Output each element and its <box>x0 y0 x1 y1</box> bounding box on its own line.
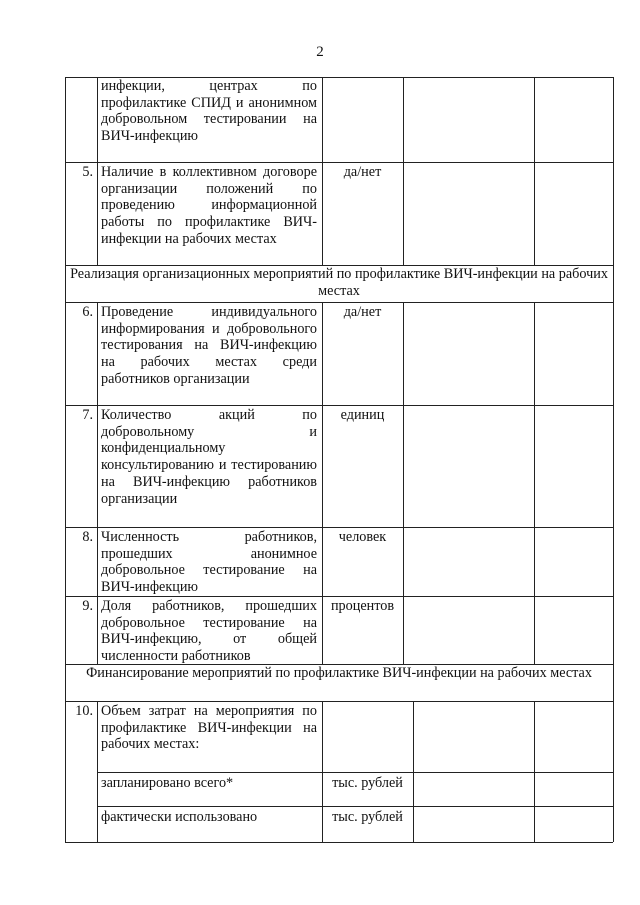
table-right-border <box>613 77 614 842</box>
unit-of-measure: тыс. рублей <box>332 775 403 791</box>
row-divider <box>97 806 613 807</box>
unit-of-measure: да/нет <box>343 164 382 180</box>
row-divider <box>65 527 613 528</box>
unit-of-measure: процентов <box>330 598 395 614</box>
column-divider <box>403 302 404 664</box>
row-divider <box>65 842 613 843</box>
row-divider <box>65 405 613 406</box>
row-number: 7. <box>82 407 93 423</box>
indicator-description: Проведение индивидуального информирования и добровольного тестирования на ВИЧ-инфекцию на рабочих местах среди работников организации <box>101 304 317 387</box>
column-divider <box>413 701 414 842</box>
column-divider <box>97 302 98 664</box>
row-number: 6. <box>82 304 93 320</box>
column-divider <box>97 77 98 265</box>
indicator-description: Наличие в коллективном договоре организации положений по проведению информационной работы по профилактике ВИЧ-инфекции на рабочих местах <box>101 164 317 247</box>
row-divider <box>97 772 613 773</box>
column-divider <box>534 701 535 842</box>
row-number: 8. <box>82 529 93 545</box>
indicator-description: инфекции, центрах по профилактике СПИД и анонимном добровольном тестировании на ВИЧ-инфекцию <box>101 78 317 145</box>
column-divider <box>97 701 98 842</box>
column-divider <box>403 77 404 265</box>
row-divider <box>65 596 613 597</box>
unit-of-measure: человек <box>338 529 387 545</box>
actual-costs-label: фактически использовано <box>101 809 258 825</box>
table-left-border <box>65 77 66 842</box>
indicator-description: Численность работников, прошедших анонимное добровольное тестирование на ВИЧ-инфекцию <box>101 529 317 596</box>
row-divider <box>65 701 613 702</box>
section-heading: Финансирование мероприятий по профилактике ВИЧ-инфекции на рабочих местах <box>86 665 592 681</box>
indicator-description: Доля работников, прошедших добровольное тестирование на ВИЧ-инфекцию, от общей численности работников <box>101 598 317 665</box>
column-divider <box>534 302 535 664</box>
row-number: 5. <box>82 164 93 180</box>
row-divider <box>65 162 613 163</box>
page-number: 2 <box>316 44 324 60</box>
unit-of-measure: тыс. рублей <box>332 809 403 825</box>
planned-costs-label: запланировано всего* <box>101 775 234 791</box>
row-divider <box>65 302 613 303</box>
indicator-description: Количество акций по добровольному и конфиденциальному консультированию и тестированию на ВИЧ-инфекцию работников организации <box>101 407 317 507</box>
unit-of-measure: единиц <box>340 407 385 423</box>
indicator-description: Объем затрат на мероприятия по профилактике ВИЧ-инфекции на рабочих местах: <box>101 703 317 753</box>
section-heading: Реализация организационных мероприятий по профилактике ВИЧ-инфекции на рабочих местах <box>70 266 608 299</box>
row-number: 9. <box>82 598 93 614</box>
row-number: 10. <box>75 703 93 719</box>
unit-of-measure: да/нет <box>343 304 382 320</box>
column-divider <box>534 77 535 265</box>
